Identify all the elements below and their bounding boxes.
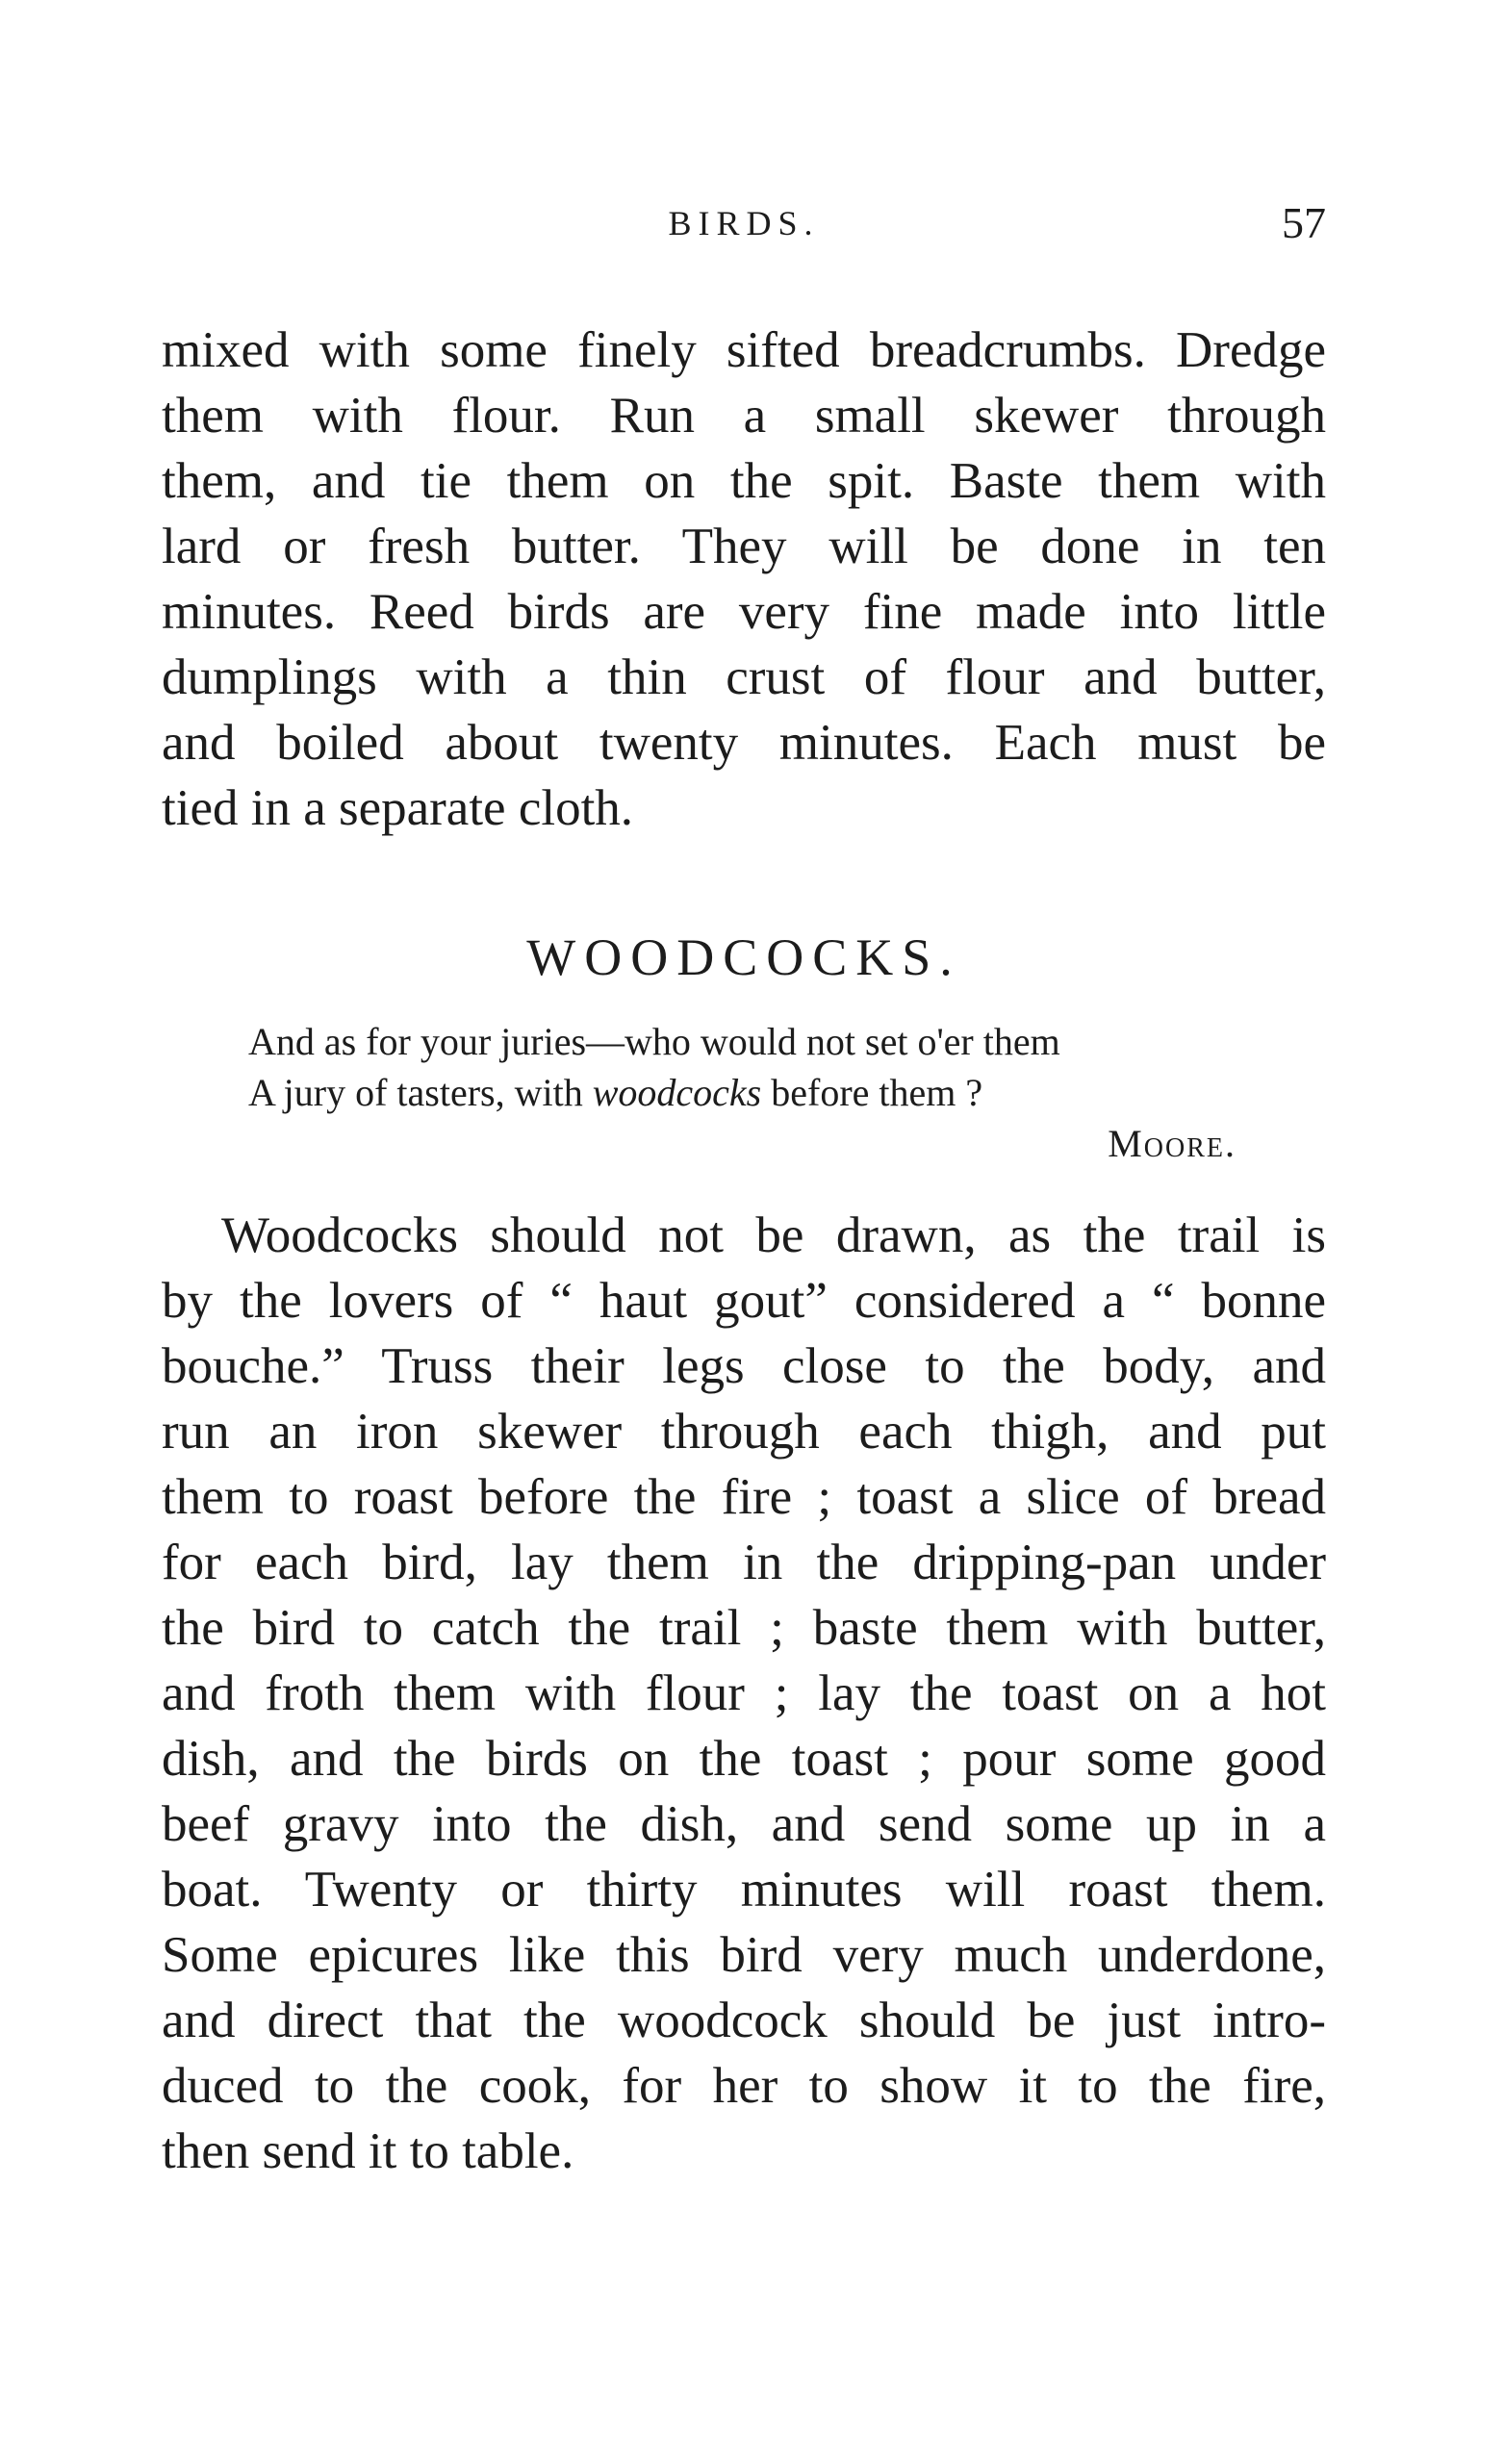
continuation-line-1: mixed with some finely sifted breadcrumbs. Dredge [162, 322, 1326, 378]
continuation-line-8: tied in a separate cloth. [162, 780, 634, 836]
body-line-10: beef gravy into the dish, and send some up in a [162, 1796, 1326, 1852]
body-line-4: run an iron skewer through each thigh, and put [162, 1404, 1326, 1460]
running-head [162, 197, 1326, 255]
running-title: BIRDS. [668, 204, 820, 242]
continuation-line-2: them with flour. Run a small skewer through [162, 388, 1326, 444]
continuation-line-6: dumplings with a thin crust of flour and butter, [162, 649, 1326, 705]
body-line-15: then send it to table. [162, 2123, 574, 2179]
epigraph-emphasis: woodcocks [592, 1071, 762, 1114]
body-line-6: for each bird, lay them in the dripping-pan under [162, 1535, 1326, 1590]
body-line-2: by the lovers of “ haut gout” considered a “ bonne [162, 1273, 1326, 1329]
epigraph-line-1: And as for your juries—who would not set o'er them [248, 1020, 1060, 1063]
continuation-line-5: minutes. Reed birds are very fine made into little [162, 584, 1326, 640]
epigraph-line-2 [248, 1069, 982, 1117]
continuation-line-3: them, and tie them on the spit. Baste them with [162, 453, 1326, 509]
body-line-7: the bird to catch the trail ; baste them with butter, [162, 1600, 1326, 1656]
continuation-line-4: lard or fresh butter. They will be done in ten [162, 519, 1326, 574]
section-heading: WOODCOCKS. [526, 928, 961, 986]
body-line-5: them to roast before the fire ; toast a slice of bread [162, 1469, 1326, 1525]
epigraph-text-after: before them ? [761, 1071, 983, 1114]
page-number: 57 [1282, 198, 1326, 247]
body-line-9: dish, and the birds on the toast ; pour some good [162, 1731, 1326, 1787]
epigraph-attribution: Moore. [1108, 1122, 1236, 1165]
body-line-1: Woodcocks should not be drawn, as the trail is [221, 1207, 1326, 1263]
body-line-8: and froth them with flour ; lay the toast on a hot [162, 1665, 1326, 1721]
body-line-3: bouche.” Truss their legs close to the body, and [162, 1338, 1326, 1394]
body-line-12: Some epicures like this bird very much underdone, [162, 1927, 1326, 1983]
body-line-13: and direct that the woodcock should be just intro- [162, 1993, 1326, 2048]
body-line-11: boat. Twenty or thirty minutes will roast them. [162, 1862, 1326, 1918]
body-line-14: duced to the cook, for her to show it to the fire, [162, 2058, 1326, 2114]
continuation-line-7: and boiled about twenty minutes. Each must be [162, 715, 1326, 771]
epigraph-text-before: A jury of tasters, with [248, 1071, 593, 1114]
